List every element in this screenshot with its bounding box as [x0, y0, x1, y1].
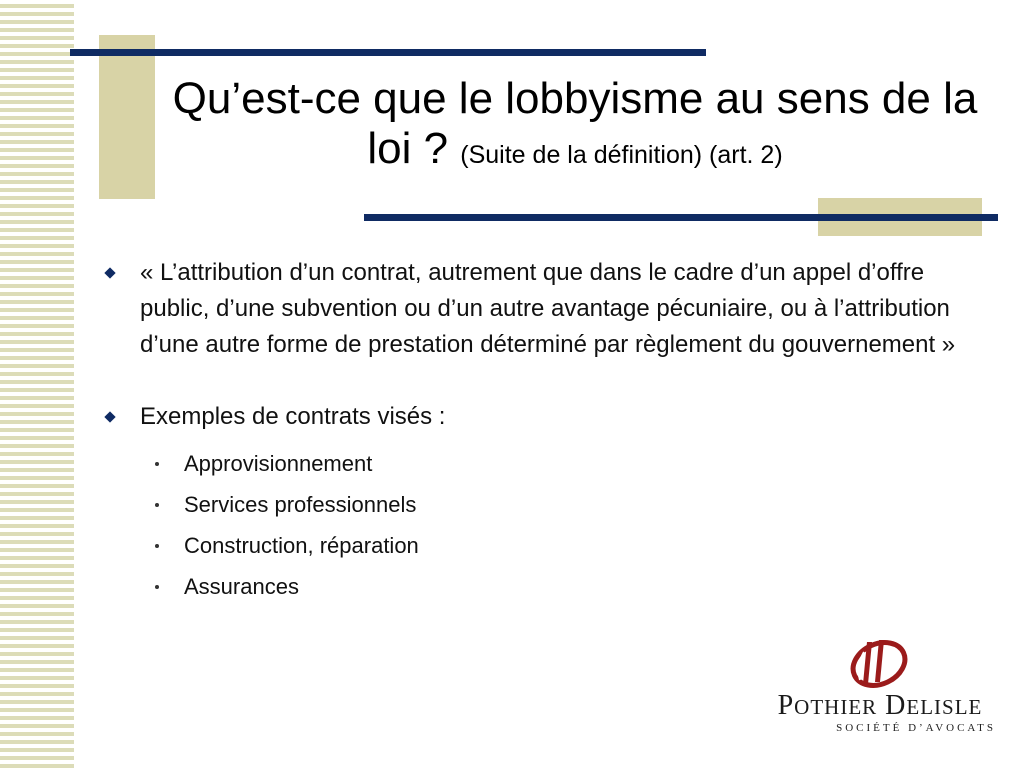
slide-title-subtitle: (Suite de la définition) (art. 2): [460, 141, 783, 169]
title-rule-top: [70, 49, 706, 56]
slide-title: [150, 74, 1000, 180]
list-item-label: Services professionnels: [184, 492, 417, 517]
examples-list: [100, 443, 980, 607]
decorative-stripe-band: [0, 0, 74, 768]
list-item: [184, 525, 980, 566]
dot-bullet-icon: [155, 585, 159, 589]
slide-body: [100, 255, 980, 607]
list-item: [184, 443, 980, 484]
list-item: [184, 484, 980, 525]
firm-logo: [760, 632, 1000, 742]
bullet-definition: [100, 255, 980, 363]
bullet-text: Exemples de contrats visés :: [140, 403, 446, 430]
slide-title-main: Qu’est-ce que le lobbyisme au sens de la loi ?: [172, 74, 978, 173]
dot-bullet-icon: [155, 503, 159, 507]
decorative-block-top: [99, 35, 155, 199]
bullet-text: « L’attribution d’un contrat, autrement que dans le cadre d’un appel d’offre public, d’une subvention ou d’un autre avantage pécuniaire, ou à l’attribution d’une autre forme de prestation déterminé par règlement du gouvernement »: [140, 259, 956, 358]
list-item-label: Assurances: [184, 574, 299, 599]
list-item-label: Approvisionnement: [184, 451, 373, 476]
diamond-bullet-icon: [104, 411, 115, 422]
logo-tagline: SOCIÉTÉ D’AVOCATS: [836, 722, 996, 734]
dot-bullet-icon: [155, 462, 159, 466]
dot-bullet-icon: [155, 544, 159, 548]
logo-firm-name: POTHIER DELISLE: [777, 690, 983, 721]
diamond-bullet-icon: [104, 267, 115, 278]
list-item-label: Construction, réparation: [184, 533, 419, 558]
bullet-examples: [100, 399, 980, 435]
logo-mark-icon: [844, 632, 914, 692]
list-item: [184, 566, 980, 607]
title-rule-bottom: [364, 214, 998, 221]
